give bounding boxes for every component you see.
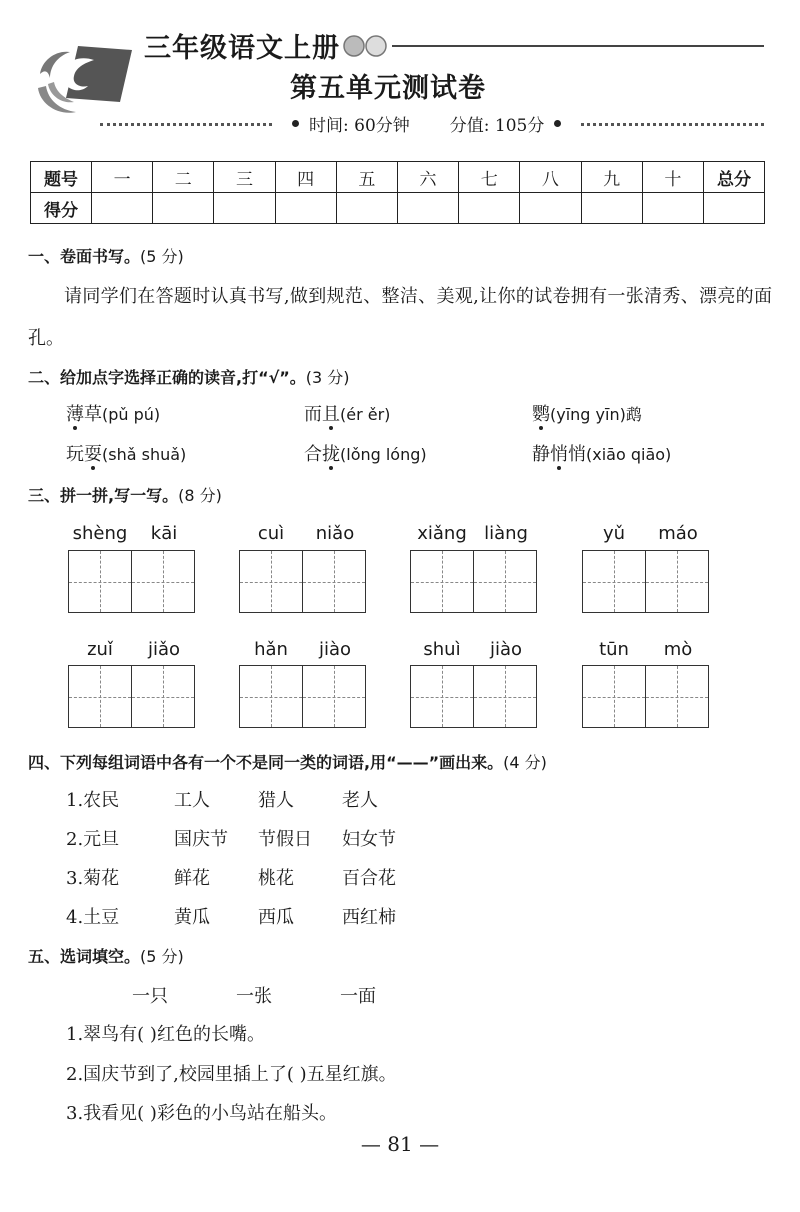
- pinyin-label: hǎn: [254, 639, 288, 660]
- score-table-row: [31, 193, 765, 224]
- score-cell[interactable]: [153, 193, 214, 224]
- q2-item[interactable]: 静悄悄(xiāo qiāo): [532, 444, 672, 465]
- q2-row: [66, 400, 746, 430]
- page-number: — 81 —: [360, 1132, 440, 1156]
- fill-blank-sentence[interactable]: 1.翠鸟有( )红色的长嘴。: [66, 1024, 265, 1045]
- score-cell[interactable]: [214, 193, 275, 224]
- table-header-cell: 题号: [31, 162, 92, 193]
- writing-grid[interactable]: [410, 665, 537, 728]
- score-cell[interactable]: [92, 193, 153, 224]
- header-top-rule: [392, 45, 764, 47]
- time-label: 时间: 60分钟: [309, 115, 410, 136]
- q4-word[interactable]: 4.土豆: [66, 907, 120, 928]
- q2-item[interactable]: 合拢(lǒng lóng): [304, 444, 427, 465]
- fill-blank-sentence[interactable]: 3.我看见( )彩色的小鸟站在船头。: [66, 1103, 337, 1124]
- q4-word[interactable]: 工人: [174, 790, 210, 811]
- pinyin-label: tūn: [599, 639, 629, 660]
- q4-word[interactable]: 1.农民: [66, 790, 120, 811]
- table-header-cell: 五: [336, 162, 397, 193]
- score-cell[interactable]: [520, 193, 581, 224]
- table-header-cell: 三: [214, 162, 275, 193]
- pinyin-label: máo: [658, 523, 698, 544]
- q2-item[interactable]: 而且(ér ěr): [304, 404, 391, 425]
- section-4-heading: 四、下列每组词语中各有一个不是同一类的词语,用“——”画出来。(4 分): [28, 753, 547, 772]
- decorative-circles-icon: [342, 34, 398, 58]
- q4-word[interactable]: 妇女节: [342, 829, 396, 850]
- q4-word[interactable]: 鲜花: [174, 868, 210, 889]
- table-header-cell: 四: [275, 162, 336, 193]
- score-table-row: [31, 162, 765, 193]
- section-1-instructions: 请同学们在答题时认真书写,做到规范、整洁、美观,让你的试卷拥有一张清秀、漂亮的面孔。: [28, 286, 772, 349]
- q4-word[interactable]: 老人: [342, 790, 378, 811]
- writing-grid[interactable]: [68, 550, 195, 613]
- section-2-heading: 二、给加点字选择正确的读音,打“√”。(3 分): [28, 368, 350, 387]
- score-cell[interactable]: [275, 193, 336, 224]
- word-option: 一面: [340, 986, 376, 1007]
- pinyin-label: yǔ: [602, 523, 626, 544]
- pinyin-label: liàng: [484, 523, 528, 544]
- q4-word[interactable]: 百合花: [342, 868, 396, 889]
- pinyin-label: jiào: [318, 639, 352, 660]
- pinyin-label: jiào: [489, 639, 523, 660]
- score-cell[interactable]: [459, 193, 520, 224]
- test-title: 第五单元测试卷: [290, 73, 486, 104]
- score-cell[interactable]: [397, 193, 458, 224]
- score-cell[interactable]: [581, 193, 642, 224]
- q4-word[interactable]: 黄瓜: [174, 907, 210, 928]
- score-label: 分值: 105分: [449, 115, 545, 136]
- q4-word[interactable]: 桃花: [258, 868, 294, 889]
- writing-grid[interactable]: [239, 550, 366, 613]
- score-table: [30, 161, 765, 224]
- q4-word[interactable]: 2.元旦: [66, 829, 120, 850]
- score-cell[interactable]: [642, 193, 703, 224]
- table-header-cell: 六: [397, 162, 458, 193]
- table-header-cell: 二: [153, 162, 214, 193]
- pinyin-label: shèng: [72, 523, 128, 544]
- fill-blank-sentence[interactable]: 2.国庆节到了,校园里插上了( )五星红旗。: [66, 1064, 397, 1085]
- section-5-heading: 五、选词填空。(5 分): [28, 947, 184, 966]
- writing-grid[interactable]: [582, 550, 709, 613]
- writing-grid[interactable]: [410, 550, 537, 613]
- table-header-cell: 八: [520, 162, 581, 193]
- table-header-cell: 十: [642, 162, 703, 193]
- section-3-heading: 三、拼一拼,写一写。(8 分): [28, 486, 222, 505]
- pinyin-label: niǎo: [315, 523, 355, 544]
- word-option: 一只: [132, 986, 168, 1007]
- section-1-heading: 一、卷面书写。(5 分): [28, 247, 184, 266]
- q2-item[interactable]: 薄草(pǔ pú): [66, 404, 161, 425]
- table-header-cell: 九: [581, 162, 642, 193]
- test-meta: [272, 108, 581, 138]
- pinyin-label: mò: [663, 639, 693, 660]
- word-option: 一张: [236, 986, 272, 1007]
- q2-item[interactable]: 玩耍(shǎ shuǎ): [66, 444, 187, 465]
- table-header-cell: 一: [92, 162, 153, 193]
- pinyin-label: xiǎng: [417, 523, 467, 544]
- pinyin-label: cuì: [257, 523, 285, 544]
- q4-word[interactable]: 节假日: [258, 829, 312, 850]
- score-cell[interactable]: [704, 193, 765, 224]
- pinyin-label: kāi: [150, 523, 178, 544]
- q4-word[interactable]: 西红柿: [342, 907, 396, 928]
- pinyin-label: jiǎo: [147, 639, 181, 660]
- q4-word[interactable]: 猎人: [258, 790, 294, 811]
- table-header-cell: 得分: [31, 193, 92, 224]
- writing-grid[interactable]: [239, 665, 366, 728]
- q2-row: [66, 440, 746, 470]
- bullet-icon: [292, 120, 299, 127]
- writing-grid[interactable]: [582, 665, 709, 728]
- score-cell[interactable]: [336, 193, 397, 224]
- table-header-cell: 总分: [704, 162, 765, 193]
- publisher-logo-icon: [36, 40, 136, 118]
- q4-word[interactable]: 西瓜: [258, 907, 294, 928]
- table-header-cell: 七: [459, 162, 520, 193]
- bullet-icon: [554, 120, 561, 127]
- q2-item[interactable]: 鹦(yīng yīn)鹉: [532, 404, 642, 425]
- writing-grid[interactable]: [68, 665, 195, 728]
- pinyin-label: shuì: [423, 639, 461, 660]
- book-title: 三年级语文上册: [144, 33, 340, 64]
- q4-word[interactable]: 3.菊花: [66, 868, 120, 889]
- pinyin-label: zuǐ: [87, 639, 113, 660]
- q4-word[interactable]: 国庆节: [174, 829, 228, 850]
